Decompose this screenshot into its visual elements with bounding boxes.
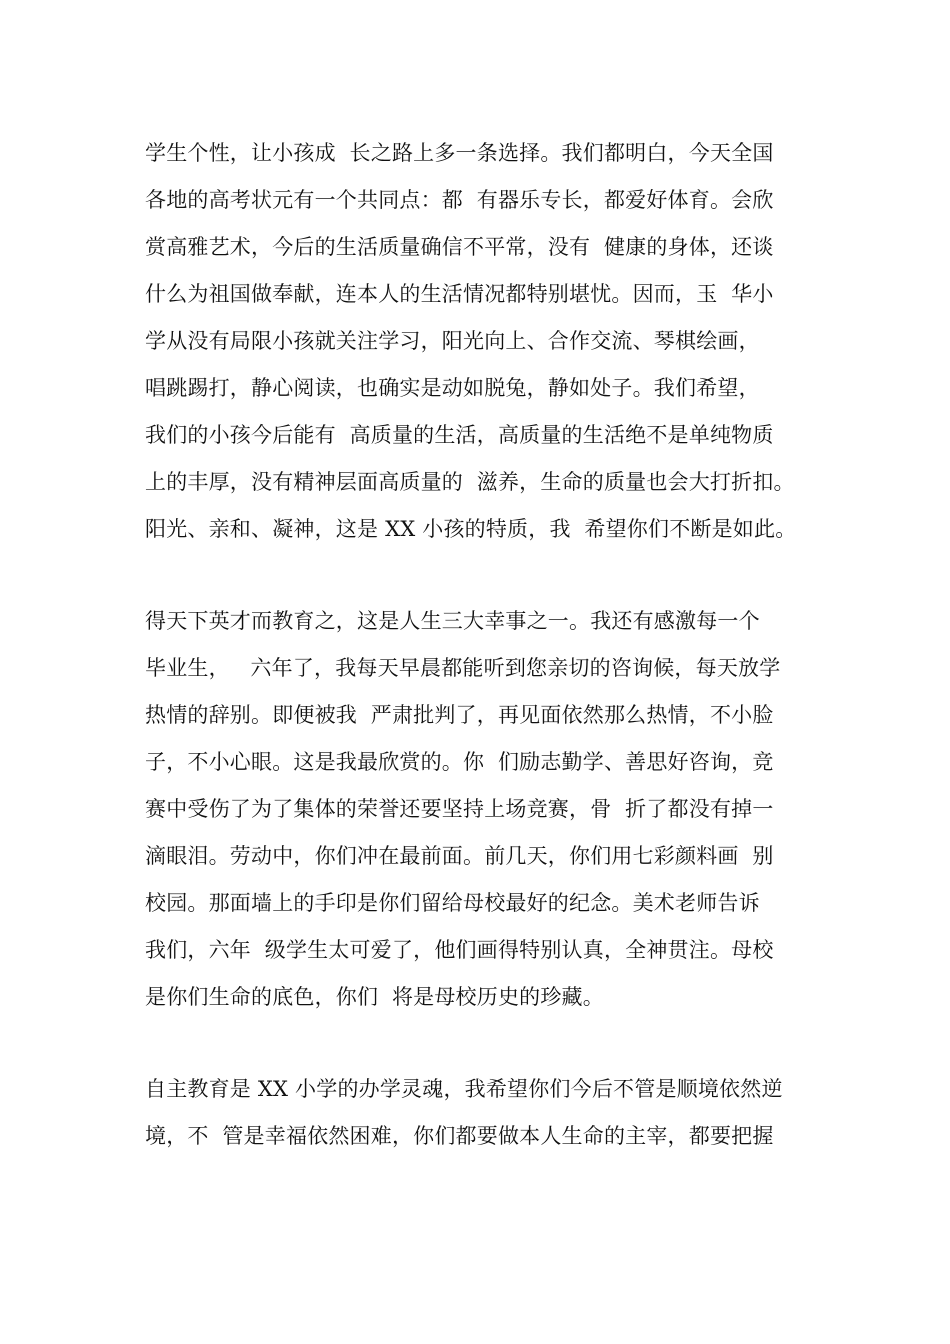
- text-line: 唱跳踢打，静心阅读，也确实是动如脱兔，静如处子。我们希望，: [145, 376, 760, 400]
- text-line: 我们，六年 级学生太可爱了，他们画得特别认真，全神贯注。母校: [145, 938, 774, 962]
- text-line: 境，不 管是幸福依然困难，你们都要做本人生命的主宰，都要把握: [145, 1124, 774, 1148]
- text-line: 什么为祖国做奉献，连本人的生活情况都特别堪忧。因而，玉 华小: [145, 282, 774, 306]
- text-line: 阳光、亲和、凝神，这是 XX 小孩的特质，我 希望你们不断是如此。: [145, 517, 797, 541]
- text-line: 各地的高考状元有一个共同点：都 有器乐专长，都爱好体育。会欣: [145, 188, 774, 212]
- text-line: 得天下英才而教育之，这是人生三大幸事之一。我还有感激每一个: [145, 609, 760, 633]
- text-line: 自主教育是 XX 小学的办学灵魂，我希望你们今后不管是顺境依然逆: [145, 1077, 783, 1101]
- text-line: 是你们生命的底色，你们 将是母校历史的珍藏。: [145, 985, 604, 1009]
- text-line: 赏高雅艺术，今后的生活质量确信不平常，没有 健康的身体，还谈: [145, 235, 774, 259]
- text-line: 滴眼泪。劳动中，你们冲在最前面。前几天，你们用七彩颜料画 别: [145, 844, 774, 868]
- text-line: 上的丰厚，没有精神层面高质量的 滋养，生命的质量也会大打折扣。: [145, 470, 795, 494]
- text-line: 学从没有局限小孩就关注学习，阳光向上、合作交流、琴棋绘画，: [145, 329, 760, 353]
- text-line: 我们的小孩今后能有 高质量的生活，高质量的生活绝不是单纯物质: [145, 423, 774, 447]
- text-line: 子，不小心眼。这是我最欣赏的。你 们励志勤学、善思好咨询，竞: [145, 750, 774, 774]
- text-line: 热情的辞别。即便被我 严肃批判了，再见面依然那么热情，不小脸: [145, 703, 774, 727]
- text-line: 校园。那面墙上的手印是你们留给母校最好的纪念。美术老师告诉: [145, 891, 760, 915]
- text-line: 学生个性，让小孩成 长之路上多一条选择。我们都明白，今天全国: [145, 141, 774, 165]
- text-line: 赛中受伤了为了集体的荣誉还要坚持上场竞赛，骨 折了都没有掉一: [145, 797, 774, 821]
- text-line: 毕业生， 六年了，我每天早晨都能听到您亲切的咨询候，每天放学: [145, 656, 781, 680]
